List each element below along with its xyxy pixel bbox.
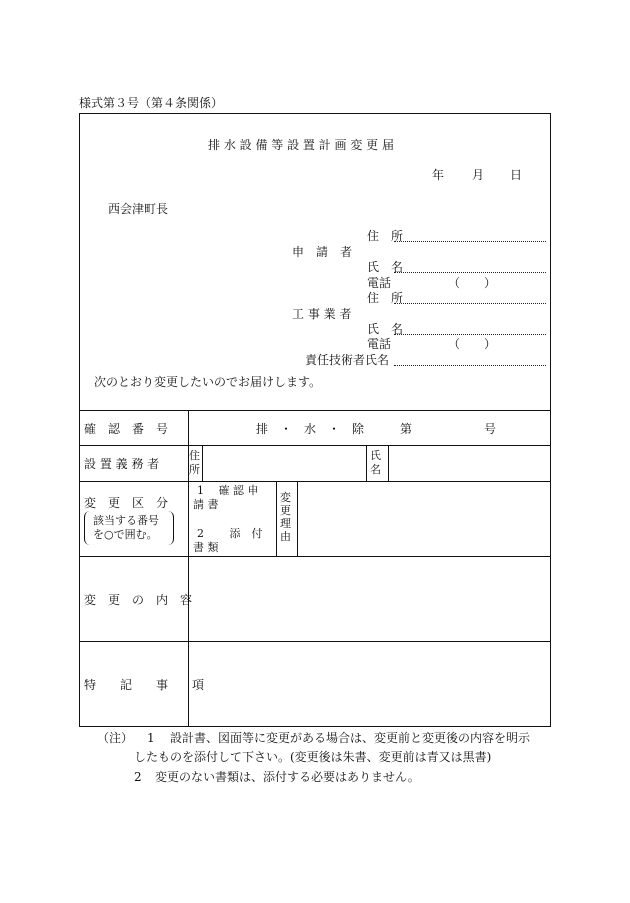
confirm-number-value: 排 ・ 水 ・ 除 第 号	[256, 422, 497, 436]
row-divider	[79, 481, 551, 482]
option-2-line1[interactable]: 2 添 付	[197, 527, 263, 540]
contractor-name-label: 氏 名	[367, 322, 404, 336]
reason-label-left-divider	[276, 481, 277, 556]
address-label-divider	[202, 445, 203, 481]
row-divider	[79, 641, 551, 642]
notes-prefix: （注）	[97, 731, 134, 745]
special-notes-label: 特 記 事 項	[84, 678, 205, 692]
applicant-section-label: 申 請 者	[292, 245, 353, 259]
reason-label-char-2: 更	[280, 504, 291, 517]
reason-label-char-3: 理	[280, 517, 291, 530]
applicant-address-field[interactable]	[394, 241, 546, 242]
bracket-instruction-line1: 該当する番号	[93, 514, 159, 527]
name-cell-divider	[366, 445, 367, 481]
reason-label-right-divider	[297, 481, 298, 556]
change-content-label: 変 更 の 内 容	[84, 593, 193, 607]
special-notes-field[interactable]	[190, 643, 549, 725]
applicant-phone-parens: （ ）	[448, 276, 497, 290]
obligor-name-label-2: 名	[370, 463, 381, 476]
bracket-instruction-line2: を○で囲む。	[93, 528, 158, 541]
change-content-field[interactable]	[190, 558, 549, 639]
note-1-number: 1	[147, 731, 155, 745]
applicant-name-label: 氏 名	[367, 260, 404, 274]
engineer-name-label: 責任技術者氏名	[305, 353, 390, 367]
date-year-label: 年	[432, 168, 445, 182]
contractor-section-label: 工 事 業 者	[292, 307, 352, 321]
obligor-name-field[interactable]	[390, 448, 548, 478]
note-2-text: 変更のない書類は、添付する必要はありません。	[155, 770, 420, 784]
date-day-label: 日	[510, 168, 523, 182]
engineer-name-field[interactable]	[394, 365, 546, 366]
option-2-line2[interactable]: 書 類	[193, 541, 219, 554]
applicant-phone-label: 電話	[367, 276, 392, 290]
obligor-address-field[interactable]	[204, 448, 364, 478]
contractor-phone-label: 電話	[367, 337, 392, 351]
reason-label-char-4: 由	[280, 530, 291, 543]
obligor-label: 設 置 義 務 者	[84, 457, 160, 471]
form-title: 排 水 設 備 等 設 置 計 画 変 更 届	[208, 138, 394, 152]
option-1-line1[interactable]: 1 確 認 申	[197, 484, 259, 497]
note-2-number: 2	[134, 770, 142, 784]
name-label-divider	[388, 445, 389, 481]
note-1-line2: したものを添付して下さい。(変更後は朱書、変更前は青又は黒書)	[134, 750, 492, 764]
contractor-phone-parens: （ ）	[448, 337, 497, 351]
addressee: 西会津町長	[108, 202, 169, 216]
contractor-name-field[interactable]	[394, 334, 546, 335]
reason-label-char-1: 変	[280, 491, 291, 504]
confirm-number-label: 確 認 番 号	[84, 422, 169, 436]
contractor-address-field[interactable]	[394, 303, 546, 304]
obligor-address-label-1: 住	[189, 449, 200, 462]
statement: 次のとおり変更したいのでお届けします。	[94, 375, 322, 389]
obligor-address-label-2: 所	[189, 463, 200, 476]
row-divider	[79, 410, 551, 411]
contractor-address-label: 住 所	[367, 291, 404, 305]
row-divider	[79, 445, 551, 446]
change-category-label: 変 更 区 分	[84, 496, 169, 510]
note-1-line1: 設計書、図面等に変更がある場合は、変更前と変更後の内容を明示	[170, 731, 531, 745]
applicant-name-field[interactable]	[394, 272, 546, 273]
applicant-address-label: 住 所	[367, 229, 404, 243]
option-1-line2[interactable]: 請 書	[193, 498, 219, 511]
obligor-name-label-1: 氏	[370, 449, 381, 462]
row-divider	[79, 556, 551, 557]
date-month-label: 月	[472, 168, 485, 182]
change-reason-field[interactable]	[299, 483, 549, 554]
form-number-label: 様式第３号（第４条関係）	[79, 96, 224, 110]
